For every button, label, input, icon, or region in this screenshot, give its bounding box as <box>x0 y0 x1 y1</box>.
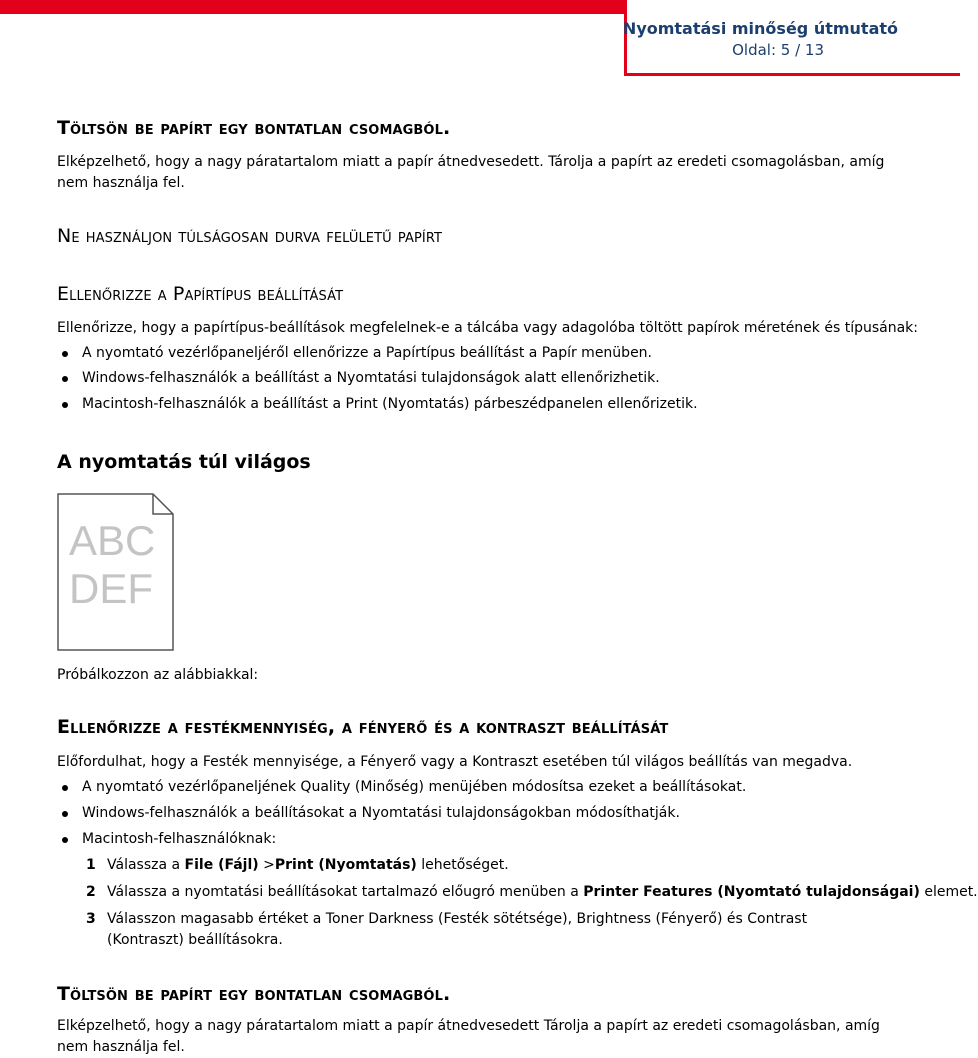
section-heading-paper-type: Ellenőrizze a Papírtípus beállítását <box>57 283 344 305</box>
bullet-icon <box>62 351 68 357</box>
light-print-sample-icon <box>57 493 175 651</box>
section-heading-toner-brightness-contrast: Ellenőrizze a festékmennyiség, a fényerő és a kontraszt beállítását <box>57 716 669 738</box>
list-item-text: Windows-felhasználók a beállítást a Nyomtatási tulajdonságok alatt ellenőrizhetik. <box>82 370 660 386</box>
step-number: 1 <box>86 857 96 873</box>
step-text: Válassza a nyomtatási beállításokat tartalmazó előugró menüben a Printer Features (Nyomtató tulajdonságai) elemet. <box>107 884 978 900</box>
step-number: 2 <box>86 884 96 900</box>
page-header <box>624 0 960 76</box>
list-item-text: Windows-felhasználók a beállításokat a Nyomtatási tulajdonságokban módosíthatják. <box>82 805 680 821</box>
bullet-icon <box>62 837 68 843</box>
try-following-label: Próbálkozzon az alábbiakkal: <box>57 667 259 683</box>
page-number: Oldal: 5 / 13 <box>732 41 824 59</box>
section-heading-print-too-light: A nyomtatás túl világos <box>57 451 311 473</box>
section-heading-rough-paper: Ne használjon túlságosan durva felületű papírt <box>57 225 443 247</box>
sample-text-line-2: DEF <box>69 565 153 612</box>
header-accent-bar <box>0 0 624 14</box>
list-item-text: Macintosh-felhasználók a beállítást a Print (Nyomtatás) párbeszédpanelen ellenőrizetik. <box>82 396 698 412</box>
bullet-icon <box>62 785 68 791</box>
bullet-icon <box>62 811 68 817</box>
document-title: Nyomtatási minőség útmutató <box>622 19 898 38</box>
section-intro-paper-type: Ellenőrizze, hogy a papírtípus-beállítások megfelelnek-e a tálcába vagy adagolóba töltött papírok méretének és típusának: <box>57 320 918 336</box>
list-item-text: A nyomtató vezérlőpaneljéről ellenőrizze a Papírtípus beállítást a Papír menüben. <box>82 345 653 361</box>
step-text: Válassza a File (Fájl) >Print (Nyomtatás) lehetőséget. <box>107 857 509 873</box>
bullet-icon <box>62 402 68 408</box>
section-intro-toner: Előfordulhat, hogy a Festék mennyisége, a Fényerő vagy a Kontraszt esetében túl világos beállítás van megadva. <box>57 754 853 770</box>
step-text: Válasszon magasabb értéket a Toner Darkness (Festék sötétsége), Brightness (Fényerő) és Contrast (Kontraszt) beállításokra. <box>107 911 808 948</box>
section-heading-load-fresh-paper: Töltsön be papírt egy bontatlan csomagból. <box>57 117 451 139</box>
step-number: 3 <box>86 911 96 927</box>
bullet-icon <box>62 376 68 382</box>
section-body-humidity-2: Elképzelhető, hogy a nagy páratartalom miatt a papír átnedvesedett Tárolja a papírt az eredeti csomagolásban, amíg nem használja fel. <box>57 1018 880 1055</box>
section-heading-load-fresh-paper-2: Töltsön be papírt egy bontatlan csomagból. <box>57 983 451 1005</box>
sample-text-line-1: ABC <box>69 517 156 564</box>
section-body-humidity: Elképzelhető, hogy a nagy páratartalom miatt a papír átnedvesedett. Tárolja a papírt az eredeti csomagolásban, amíg nem használja fel. <box>57 154 885 191</box>
list-item-text: Macintosh-felhasználóknak: <box>82 831 277 847</box>
list-item-text: A nyomtató vezérlőpaneljének Quality (Minőség) menüjében módosítsa ezeket a beállításokat. <box>82 779 747 795</box>
